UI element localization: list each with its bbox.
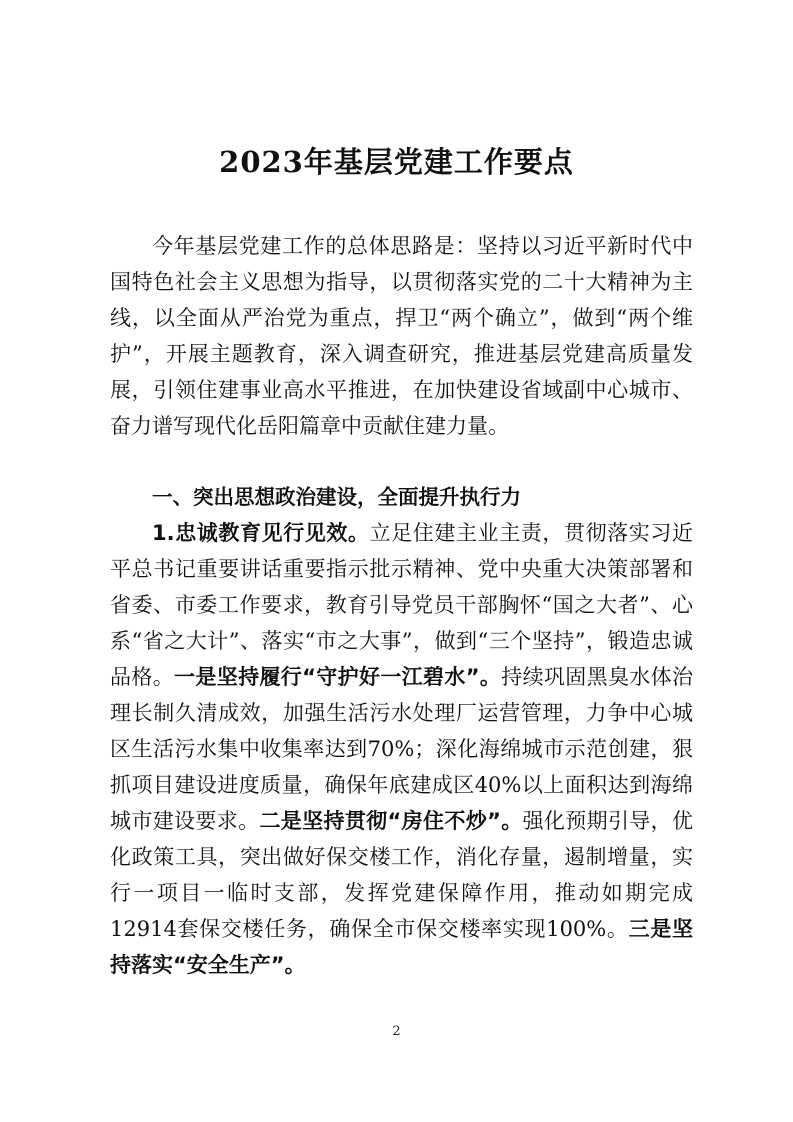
intro-paragraph: 今年基层党建工作的总体思路是：坚持以习近平新时代中国特色社会主义思想为指导，以贯彻落实党的二十大精神为主线，以全面从严治党为重点，捍卫“两个确立”，做到“两个维护”，开展主题教育，深入调查研究，推进基层党建高质量发展，引领住建事业高水平推进，在加快建设省域副中心城市、奋力谱写现代化岳阳篇章中贡献住建力量。 [110, 234, 693, 438]
item-paragraph [110, 515, 693, 983]
page-title: 2023年基层党建工作要点 [219, 145, 574, 179]
point-label: 二是坚持贯彻“房住不炒”。 [259, 809, 523, 833]
item-text: 立足住建主业主责，贯彻落实习近平总书记重要讲话重要指示批示精神、党中央重大决策部署和省委、市委工作要求，教育引导党员干部胸怀“国之大者”、心系“省之大计”、落实“市之大事”，做到“三个坚持”，锻造忠诚品格。 [110, 521, 693, 689]
item-label: 1.忠诚教育见行见效。 [152, 521, 370, 545]
page-number: 2 [392, 1024, 401, 1039]
section-heading: 一、突出思想政治建设，全面提升执行力 [152, 485, 521, 509]
point-text: 持续巩固黑臭水体治理长制久清成效，加强生活污水处理厂运营管理，力争中心城区生活污水集中收集率达到70%；深化海绵城市示范创建，狠抓项目建设进度质量，确保年底建成区40%以上面积达到海绵城市建设要求。 [110, 665, 694, 833]
point-label: 一是坚持履行“守护好一江碧水”。 [174, 665, 502, 689]
point-label: 三是坚持落实“安全生产”。 [110, 917, 694, 977]
point-text: 强化预期引导，优化政策工具，突出做好保交楼工作，消化存量，遏制增量，实行一项目一临时支部，发挥党建保障作用，推动如期完成12914套保交楼任务，确保全市保交楼率实现100%。 [110, 809, 693, 941]
